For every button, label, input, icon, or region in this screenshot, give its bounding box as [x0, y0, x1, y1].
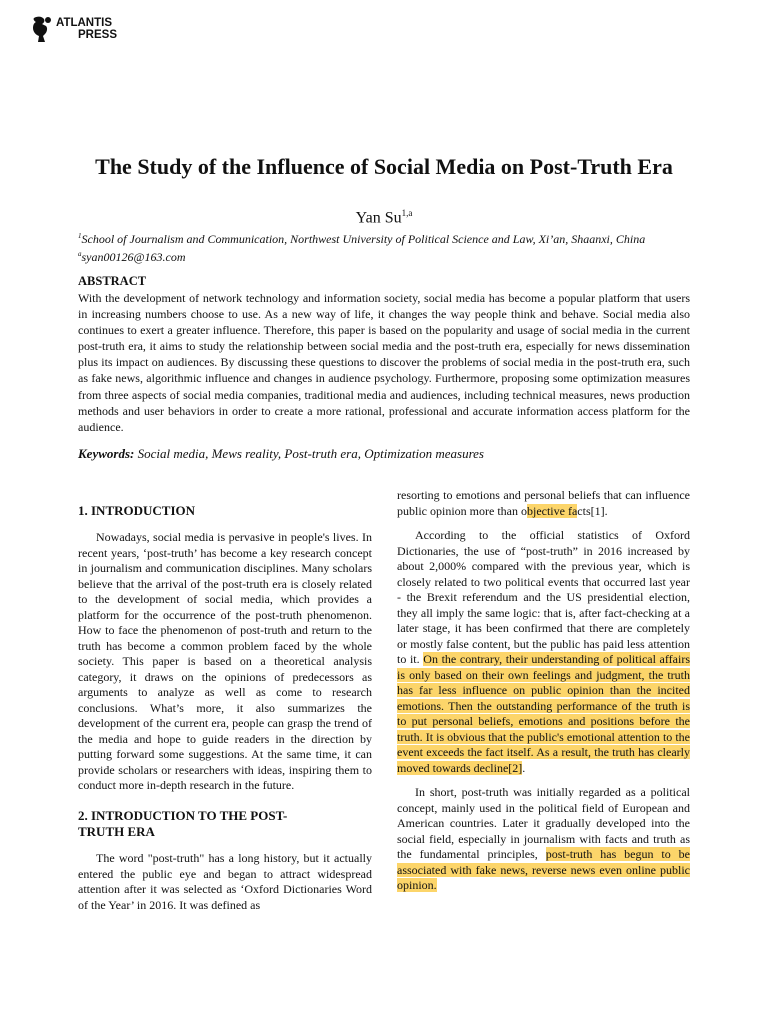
author-name: Yan Su — [355, 209, 402, 227]
highlighted-text: bjective fa — [526, 503, 578, 518]
section-heading-line2: TRUTH ERA — [78, 824, 155, 839]
highlighted-text: post-truth has begun to be associated with fake news, reverse news even online public opinion. — [397, 847, 690, 892]
section-heading-introduction: 1. INTRODUCTION — [78, 503, 196, 518]
summary-paragraph: In short, post-truth was initially regarded as a political concept, mainly used in the political field of European and American countries. Later it gradually developed into the social field, especially in journalism with facts and truth as the fundamental principles, post-truth has begun to be associated with fake news, reverse news even online public opinion. — [397, 785, 690, 892]
keywords-line — [78, 446, 484, 462]
logo-line2: PRESS — [78, 29, 117, 41]
affiliation: School of Journalism and Communication, Northwest University of Political Science and Law, Xi’an, Shaanxi, China — [81, 232, 646, 246]
definition-paragraph: resorting to emotions and personal beliefs that can influence public opinion more than objective facts[1]. — [397, 488, 690, 518]
publisher-logo — [28, 15, 117, 43]
atlantis-figure-icon — [28, 15, 54, 43]
author-email[interactable]: syan00126@163.com — [81, 250, 186, 264]
post-truth-paragraph: The word "post-truth" has a long history, but it actually entered the public eye and began to attract widespread attention after it was selected as ‘Oxford Dictionaries Word of the Year’ in 2016. It was defined as — [78, 851, 372, 912]
post-truth-intro-body — [78, 851, 372, 913]
section-heading-post-truth-era — [78, 808, 287, 840]
logo-line1: ATLANTIS — [56, 17, 113, 29]
introduction-body — [78, 530, 372, 794]
author-superscript: 1,a — [401, 208, 413, 218]
keywords-label: Keywords: — [78, 446, 135, 461]
section-heading-line1: 2. INTRODUCTION TO THE POST- — [78, 808, 288, 823]
right-column-body — [397, 488, 690, 894]
email-superscript: a — [78, 250, 82, 258]
highlighted-text: On the contrary, their understanding of political affairs is only based on their own feelings and judgment, the truth has far less influence on public opinion than the incited emotions. Then the outstanding performance of the truth is to put personal beliefs, emotions and positions before the truth. It is obvious that the public's emotional attention to the event exceeds the fact itself. As a result, the truth has clearly moved towards decline[2] — [397, 652, 690, 775]
author-line — [0, 208, 768, 227]
oxford-statistics-paragraph: According to the official statistics of Oxford Dictionaries, the use of “post-truth” in 2016 increased by about 2,000% compared with the previous year, which is closely related to two political events that occurred last year - the Brexit referendum and the US presidential election, they all imply the same logic: that is, after fact-checking at a later stage, it has been confirmed that there are completely or mostly false content, but the public has paid less attention to it. On the contrary, their understanding of political affairs is only based on their own feelings and judgment, the truth has far less influence on public opinion than the incited emotions. Then the outstanding performance of the truth is to put personal beliefs, emotions and positions before the truth. It is obvious that the public's emotional attention to the event exceeds the fact itself. As a result, the truth has clearly moved towards decline[2]. — [397, 528, 690, 775]
affiliation-superscript: 1 — [78, 232, 82, 240]
abstract-text: With the development of network technology and information society, social media has become a popular platform that users in increasing numbers choose to use. As a new way of life, it changes the way people think and behave. Social media also continues to exert a greater influence. Therefore, this paper is based on the popularity and usage of social media in the current post-truth era, it aims to study the relationship between social media and the post-truth era, especially for news dissemination plus its impact on audiences. By discussing these questions to discover the problems of social media in the post-truth era, such as fake news, algorithmic influence and changes in audience psychology. Furthermore, proposing some optimization measures from three aspects of social media companies, traditional media and audiences, including technical measures, news production methods and user behaviors in order to create a more rational, professional and accurate information access platform for the audience. — [78, 291, 690, 434]
affiliation-block — [78, 229, 698, 265]
keywords-text: Social media, Mews reality, Post-truth era, Optimization measures — [137, 446, 484, 461]
introduction-paragraph: Nowadays, social media is pervasive in people's lives. In recent years, ‘post-truth’ has become a key research concept in journalism and communication disciplines. Many scholars believe that the arrival of the post-truth era is closely related to the development of social media, which provides a platform for the occurrence of the post-truth phenomenon. How to face the phenomenon of post-truth and return to the truth has become a common problem faced by the whole society. This paper is based on a theoretical analysis category, it draws on the opinions of predecessors as arguments to analyze as well as come to research conclusions. What’s more, it also summarizes the development of the current era, people can grasp the trend of the media and hope to guide readers in the direction by putting forward some suggestions. At the same time, it can provide scholars or researchers with ideas, inspiring them to conduct more in-depth research in the future. — [78, 530, 372, 792]
abstract-heading: ABSTRACT — [78, 274, 147, 288]
paper-title: The Study of the Influence of Social Media on Post-Truth Era — [95, 154, 673, 179]
